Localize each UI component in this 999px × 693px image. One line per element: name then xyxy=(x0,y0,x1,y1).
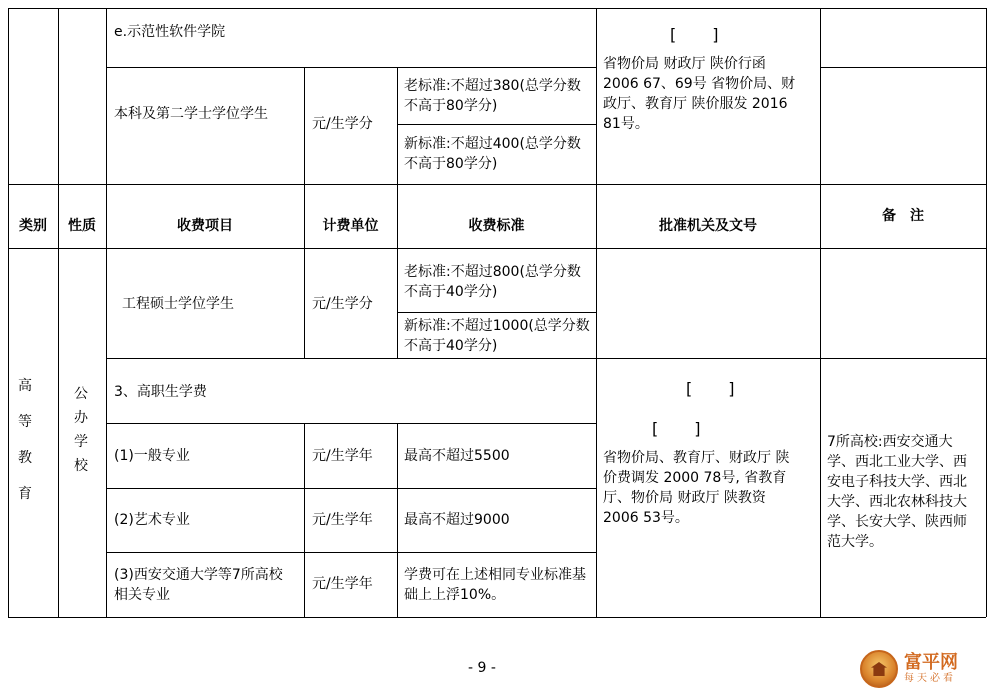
table-border xyxy=(8,8,986,9)
table-border xyxy=(106,67,596,68)
table-border xyxy=(106,488,596,489)
vocational-heading: 3、高职生学费 xyxy=(114,384,207,400)
bracket-mark: [ ] xyxy=(686,379,745,398)
table-border xyxy=(596,8,597,617)
table-border xyxy=(397,67,398,184)
header-authority: 批准机关及文号 xyxy=(659,218,757,234)
standard-art: 最高不超过9000 xyxy=(404,512,510,528)
header-nature: 性质 xyxy=(68,218,96,234)
site-logo xyxy=(860,650,980,688)
old-standard-undergraduate: 老标准:不超过380(总学分数不高于80学分) xyxy=(404,78,581,114)
table-border xyxy=(304,184,305,358)
logo-subtitle: 每天必看 xyxy=(904,673,956,684)
unit-art: 元/生学年 xyxy=(312,512,373,528)
table-border xyxy=(106,552,596,553)
table-border xyxy=(58,8,59,617)
header-unit: 计费单位 xyxy=(322,218,379,234)
authority-undergraduate: 省物价局 财政厅 陕价行函 2006 67、69号 省物价局、财政厅、教育厅 陕价服发 2016 81号。 xyxy=(603,56,796,132)
standard-general: 最高不超过5500 xyxy=(404,448,510,464)
item-seven-schools: (3)西安交通大学等7所高校相关专业 xyxy=(114,567,283,603)
school-name: e.示范性软件学院 xyxy=(114,24,226,40)
table-border xyxy=(106,423,596,424)
header-remark: 备 注 xyxy=(882,208,924,224)
tower-icon xyxy=(860,650,898,688)
table-border xyxy=(304,67,305,184)
item-engineering: 工程硕士学位学生 xyxy=(122,296,234,312)
unit-engineering: 元/生学分 xyxy=(312,296,373,312)
table-border xyxy=(106,358,986,359)
remark-vocational: 7所高校:西安交通大学、西北工业大学、西安电子科技大学、西北大学、西北农林科技大学、长安大学、陕西师范大学。 xyxy=(827,434,967,550)
item-art: (2)艺术专业 xyxy=(114,512,190,528)
header-item: 收费项目 xyxy=(177,218,233,234)
table-border xyxy=(986,8,987,617)
table-border xyxy=(106,8,107,617)
authority-vocational: 省物价局、教育厅、财政厅 陕价费调发 2000 78号, 省教育厅、物价局 财政厅 陕教资 2006 53号。 xyxy=(603,450,790,526)
new-standard-engineering: 新标准:不超过1000(总学分数不高于40学分) xyxy=(404,318,590,354)
header-standard: 收费标准 xyxy=(468,218,525,234)
item-undergraduate: 本科及第二学士学位学生 xyxy=(114,106,268,122)
new-standard-undergraduate: 新标准:不超过400(总学分数不高于80学分) xyxy=(404,136,581,172)
table-border xyxy=(8,617,986,618)
category-label: 高等教育 xyxy=(18,378,32,502)
bracket-mark: [ ] xyxy=(670,25,729,44)
table-border xyxy=(304,423,305,617)
bracket-mark: [ ] xyxy=(652,419,711,438)
logo-title: 富平网 xyxy=(904,652,958,673)
nature-label: 公办学校 xyxy=(74,386,88,474)
table-border xyxy=(397,423,398,617)
table-border xyxy=(8,8,9,617)
header-category: 类别 xyxy=(19,218,47,234)
old-standard-engineering: 老标准:不超过800(总学分数不高于40学分) xyxy=(404,264,581,300)
unit-general: 元/生学年 xyxy=(312,448,373,464)
unit-undergraduate: 元/生学分 xyxy=(312,116,373,132)
item-general: (1)一般专业 xyxy=(114,448,190,464)
table-border xyxy=(820,67,986,68)
table-border xyxy=(397,312,596,313)
standard-seven-schools: 学费可在上述相同专业标准基础上上浮10%。 xyxy=(404,567,586,603)
page-number: - 9 - xyxy=(468,660,496,676)
table-border xyxy=(397,184,398,358)
table-border xyxy=(8,248,986,249)
table-border xyxy=(397,124,596,125)
table-border xyxy=(8,184,986,185)
table-border xyxy=(820,8,821,617)
unit-seven-schools: 元/生学年 xyxy=(312,576,373,592)
